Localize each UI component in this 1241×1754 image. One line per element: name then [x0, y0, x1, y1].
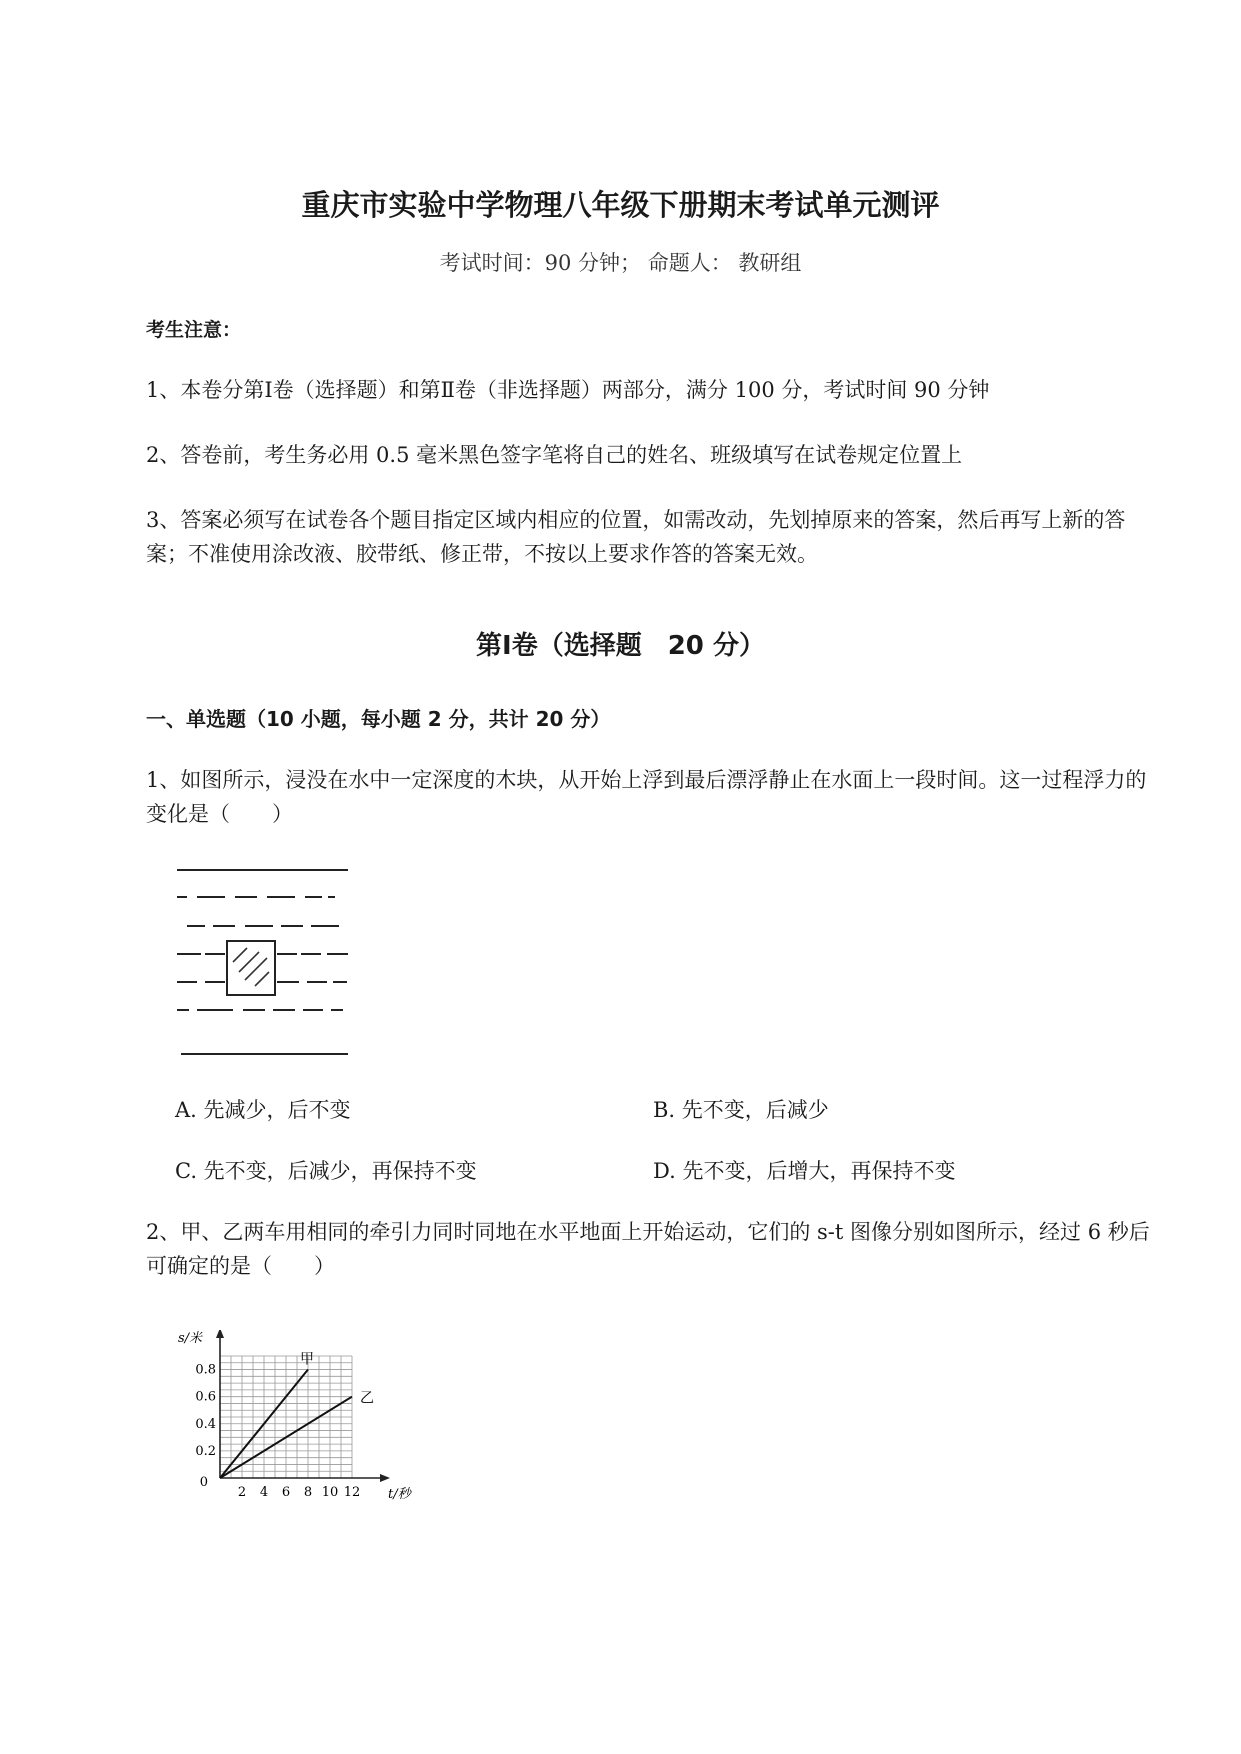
option-a[interactable]: A. 先减少，后不变 [175, 1098, 351, 1122]
option-b[interactable]: B. 先不变，后减少 [653, 1098, 829, 1122]
notice-item-2: 2、答卷前，考生务必用 0.5 毫米黑色签字笔将自己的姓名、班级填写在试卷规定位置上 [146, 443, 963, 467]
exam-info: 考试时间：90 分钟； 命题人： 教研组 [439, 251, 802, 275]
x-tick-label: 6 [281, 1485, 291, 1500]
series-label-2: 乙 [360, 1390, 374, 1407]
section-title: 第Ⅰ卷（选择题 20 分） [476, 631, 765, 661]
s-t-graph [170, 1330, 430, 1520]
notice-heading: 考生注意： [146, 319, 242, 341]
x-axis-label: t/秒 [388, 1487, 411, 1502]
series-label-1: 甲 [300, 1351, 314, 1368]
y-tick-label: 0.6 [195, 1389, 216, 1405]
origin-label: 0 [199, 1475, 208, 1490]
notice-item-1: 1、本卷分第Ⅰ卷（选择题）和第Ⅱ卷（非选择题）两部分，满分 100 分，考试时间 90 分钟 [146, 378, 990, 402]
x-tick-label: 4 [259, 1485, 269, 1500]
x-tick-label: 8 [303, 1485, 313, 1500]
option-d[interactable]: D. 先不变，后增大，再保持不变 [653, 1159, 956, 1183]
question-type-heading: 一、单选题（10 小题，每小题 2 分，共计 20 分） [146, 707, 611, 731]
notice-item-3: 3、答案必须写在试卷各个题目指定区域内相应的位置，如需改动，先划掉原来的答案，然后再写上新的答案；不准使用涂改液、胶带纸、修正带，不按以上要求作答的答案无效。 [146, 508, 1126, 566]
submerged-block-figure [175, 862, 355, 1062]
page-title: 重庆市实验中学物理八年级下册期末考试单元测评 [301, 188, 940, 222]
question-1-text: 1、如图所示，浸没在水中一定深度的木块，从开始上浮到最后漂浮静止在水面上一段时间。这一过程浮力的变化是（ ） [146, 768, 1147, 826]
x-tick-label: 2 [237, 1485, 247, 1500]
x-axis-arrow [380, 1474, 390, 1482]
y-tick-label: 0.2 [195, 1443, 216, 1459]
y-tick-label: 0.8 [195, 1362, 216, 1378]
x-tick-label: 12 [343, 1485, 361, 1500]
x-tick-label: 10 [321, 1485, 339, 1500]
y-axis-label: s/米 [177, 1331, 202, 1346]
y-tick-label: 0.4 [195, 1416, 216, 1432]
y-axis-arrow [216, 1330, 224, 1338]
question-2-text: 2、甲、乙两车用相同的牵引力同时同地在水平地面上开始运动，它们的 s-t 图像分别如图所示，经过 6 秒后可确定的是（ ） [146, 1220, 1150, 1278]
option-c[interactable]: C. 先不变，后减少，再保持不变 [175, 1159, 477, 1183]
